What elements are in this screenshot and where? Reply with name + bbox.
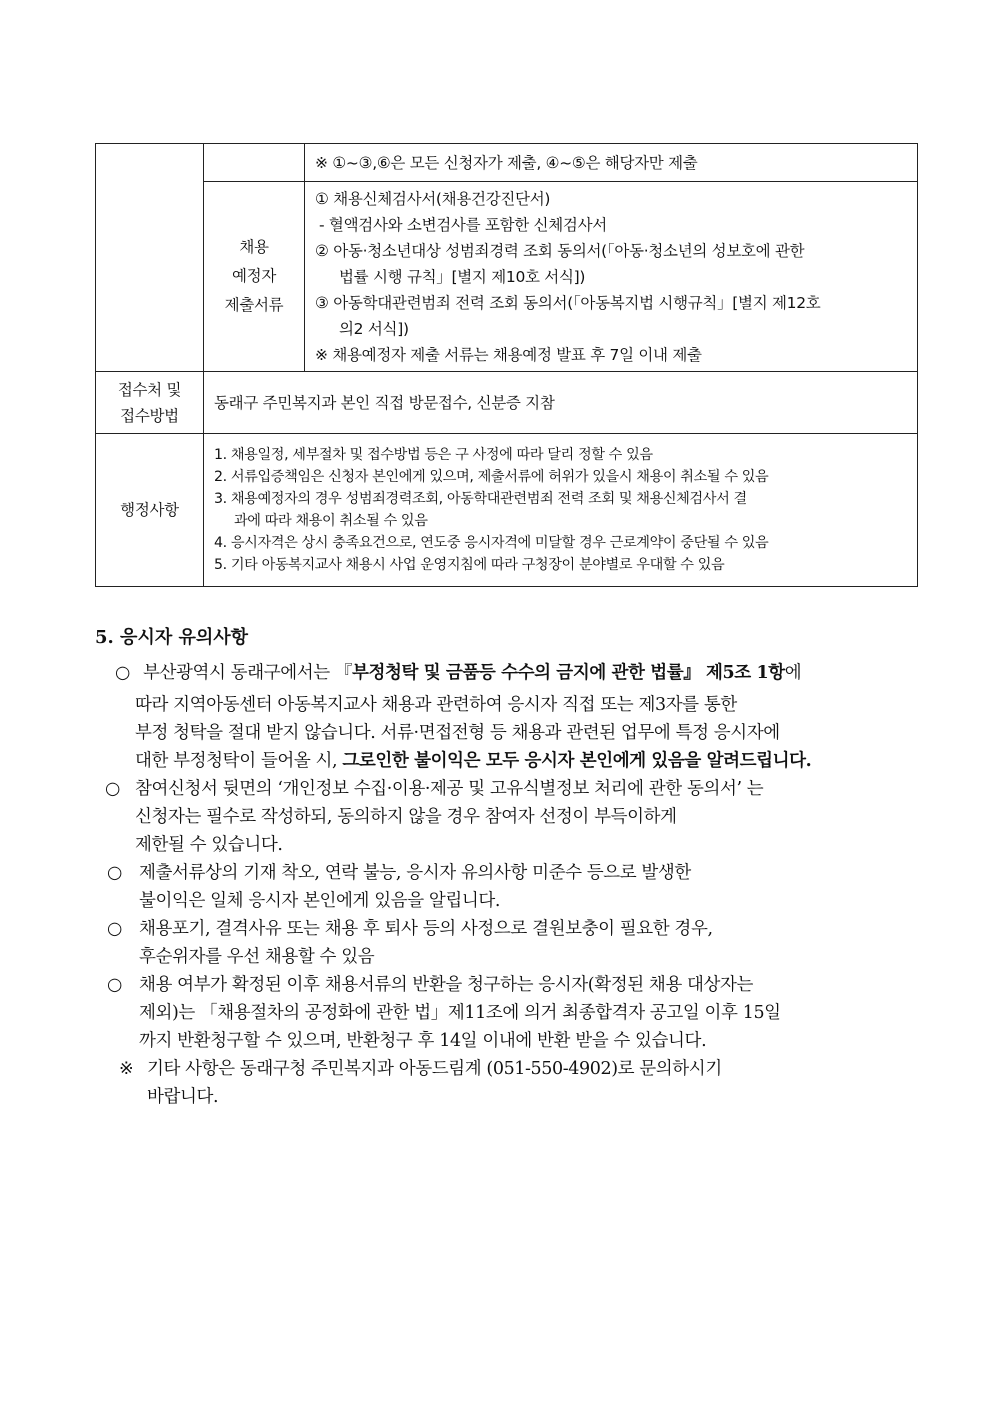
administrative-list	[204, 434, 918, 587]
list-item: 1. 채용일정, 세부절차 및 접수방법 등은 구 사정에 따라 달리 정할 수 있음	[214, 447, 653, 463]
notice-item-anti-graft: ○ 부산광역시 동래구에서는 『부정청탁 및 금품등 수수의 금지에 관한 법률』 제5조 1항에	[95, 659, 925, 687]
list-item: ② 아동·청소년대상 성범죄경력 조회 동의서(「아동·청소년의 성보호에 관한	[315, 242, 805, 260]
list-item: ③ 아동학대관련범죄 전력 조회 동의서(「아동복지법 시행규칙」[별지 제12호	[315, 294, 821, 312]
list-item: 의2 서식])	[339, 320, 409, 338]
notice-item-privacy-consent: ○ 참여신청서 뒷면의 ‘개인정보 수집·이용·제공 및 고유식별정보 처리에 관한 동의서’ 는 신청자는 필수로 작성하되, 동의하지 않을 경우 참여자 선정이 부득이하게 제한될 수 있습니다.	[95, 775, 925, 859]
reference-mark-icon: ※	[119, 1059, 134, 1079]
candidate-documents-list	[305, 182, 918, 372]
reception-text: 동래구 주민복지과 본인 직접 방문접수, 신분증 지참	[204, 372, 918, 434]
notice-line: 따라 지역아동센터 아동복지교사 채용과 관련하여 응시자 직접 또는 제3자를 통한	[135, 695, 737, 715]
administrative-label: 행정사항	[96, 434, 204, 587]
notice-line: 부정 청탁을 절대 받지 않습니다. 서류·면접전형 등 채용과 관련된 업무에 특정 응시자에	[135, 723, 780, 743]
notice-item-vacancy: ○ 채용포기, 결격사유 또는 채용 후 퇴사 등의 사정으로 결원보충이 필요한 경우, 후순위자를 우선 채용할 수 있음	[95, 915, 925, 971]
bullet-circle-icon: ○	[115, 663, 130, 683]
bullet-circle-icon: ○	[107, 975, 122, 995]
list-item: 법률 시행 규칙」[별지 제10호 서식])	[339, 268, 586, 286]
list-item: 5. 기타 아동복지교사 채용시 사업 운영지침에 따라 구청장이 분야별로 우대할 수 있음	[214, 557, 725, 573]
notice-item-document-return: ○ 채용 여부가 확정된 이후 채용서류의 반환을 청구하는 응시자(확정된 채용 대상자는 제외)는 「채용절차의 공정화에 관한 법」제11조에 의거 최종합격자 공고일 이후 15일 까지 반환청구할 수 있으며, 반환청구 후 14일 이내에 반환 받을 수 있습니다.	[95, 971, 925, 1055]
list-item: 3. 채용예정자의 경우 성범죄경력조회, 아동학대관련범죄 전력 조회 및 채용신체검사서 결	[214, 491, 747, 507]
submission-note: ※ ①~③,⑥은 모든 신청자가 제출, ④~⑤은 해당자만 제출	[305, 144, 918, 182]
list-item: 과에 따라 채용이 취소될 수 있음	[234, 513, 428, 529]
table-row-submission-note	[96, 144, 918, 182]
list-item: 2. 서류입증책임은 신청자 본인에게 있으며, 제출서류에 허위가 있을시 채용이 취소될 수 있음	[214, 469, 769, 485]
empty-label-cell	[204, 144, 305, 182]
table-row-administrative	[96, 434, 918, 587]
reception-label: 접수처 및 접수방법	[96, 372, 204, 434]
list-item: ① 채용신체검사서(채용건강진단서)	[315, 190, 551, 208]
bullet-circle-icon: ○	[105, 779, 120, 799]
notice-item-submission-errors: ○ 제출서류상의 기재 착오, 연락 불능, 응시자 유의사항 미준수 등으로 발생한 불이익은 일체 응시자 본인에게 있음을 알립니다.	[95, 859, 925, 915]
empty-category-cell	[96, 144, 204, 372]
bullet-circle-icon: ○	[107, 863, 122, 883]
list-item: 4. 응시자격은 상시 충족요건으로, 연도중 응시자격에 미달할 경우 근로계약이 중단될 수 있음	[214, 535, 769, 551]
table-row-reception	[96, 372, 918, 434]
candidate-documents-label: 채용 예정자 제출서류	[204, 182, 305, 372]
notice-item-contact: ※ 기타 사항은 동래구청 주민복지과 아동드림계 (051-550-4902)로 문의하시기 바랍니다.	[95, 1055, 925, 1111]
applicant-notice-section	[95, 620, 925, 1111]
bullet-circle-icon: ○	[107, 919, 122, 939]
section-title: 5. 응시자 유의사항	[95, 627, 249, 648]
notice-line: 대한 부정청탁이 들어올 시, 그로인한 불이익은 모두 응시자 본인에게 있음을 알려드립니다.	[135, 751, 812, 771]
list-item: ※ 채용예정자 제출 서류는 채용예정 발표 후 7일 이내 제출	[315, 346, 702, 364]
recruitment-info-table	[95, 143, 918, 587]
table-row-candidate-documents	[96, 182, 918, 372]
list-item: - 혈액검사와 소변검사를 포함한 신체검사서	[319, 216, 607, 234]
